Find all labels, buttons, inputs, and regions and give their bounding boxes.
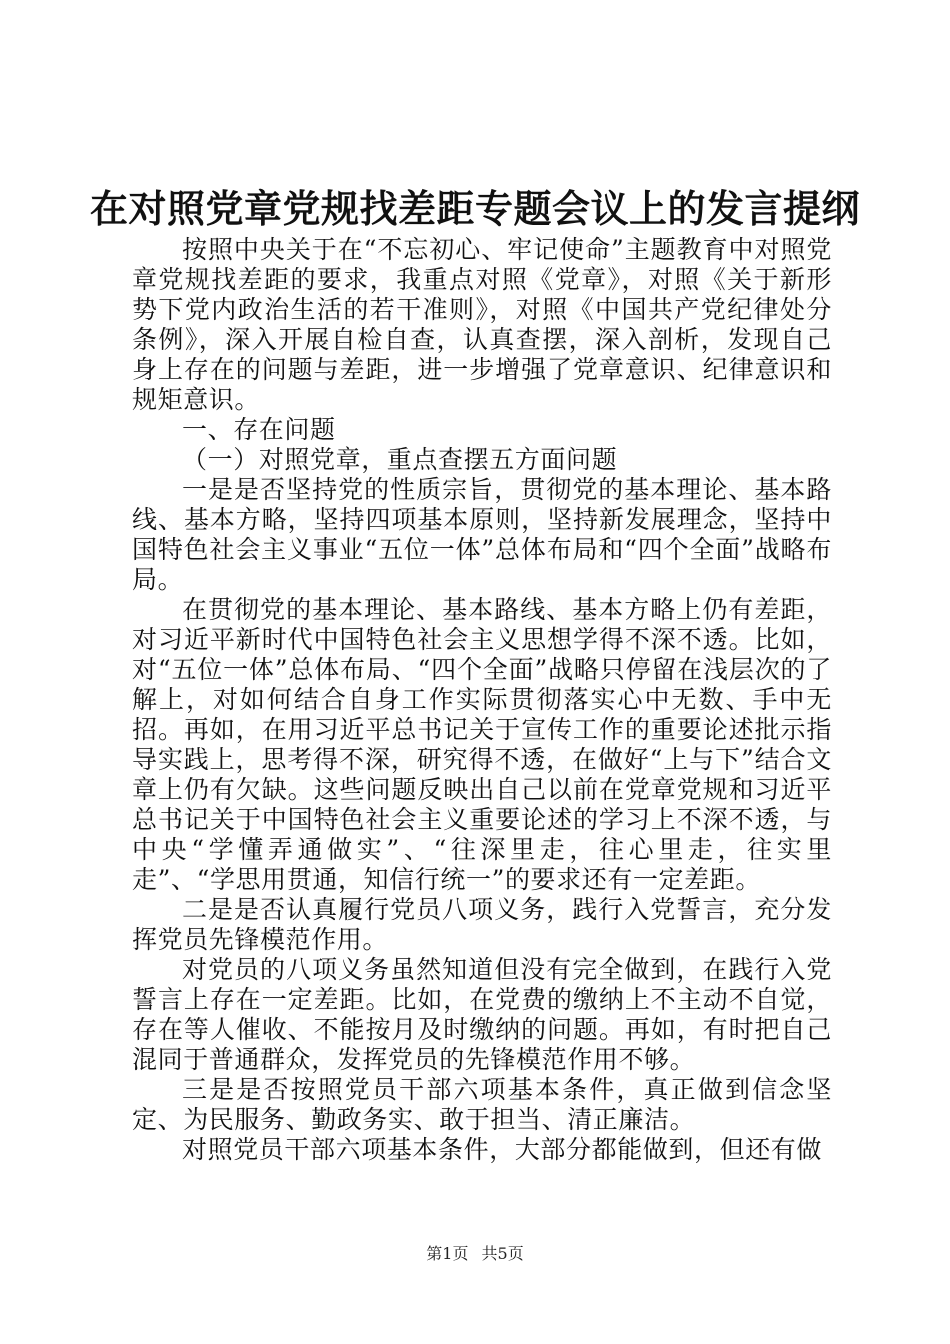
page-total: 共5页	[481, 1244, 524, 1263]
section-heading-problems: 一、存在问题	[182, 415, 336, 444]
page-footer	[0, 1243, 950, 1265]
paragraph-intro: 按照中央关于在“不忘初心、牢记使命”主题教育中对照党章党规找差距的要求，我重点对照《党章》，对照《关于新形势下党内政治生活的若干准则》，对照《中国共产党纪律处分条例》，深入开展自检自查，认真查摆，深入剖析，发现自己身上存在的问题与差距，进一步增强了党章意识、纪律意识和规矩意识。	[132, 235, 832, 414]
paragraph-item-three-detail: 对照党员干部六项基本条件，大部分都能做到，但还有做	[182, 1135, 823, 1164]
subsection-heading-party-constitution: （一）对照党章，重点查摆五方面问题	[182, 445, 618, 474]
paragraph-item-two: 二是是否认真履行党员八项义务，践行入党誓言，充分发挥党员先锋模范作用。	[132, 895, 832, 954]
page-number: 第1页	[426, 1244, 469, 1263]
document-body	[132, 235, 832, 1165]
document-title: 在对照党章党规找差距专题会议上的发言提纲	[89, 187, 860, 231]
paragraph-item-one: 一是是否坚持党的性质宗旨，贯彻党的基本理论、基本路线、基本方略，坚持四项基本原则，坚持新发展理念，坚持中国特色社会主义事业“五位一体”总体布局和“四个全面”战略布局。	[132, 475, 832, 594]
paragraph-item-three: 三是是否按照党员干部六项基本条件，真正做到信念坚定、为民服务、勤政务实、敢于担当、清正廉洁。	[132, 1075, 832, 1134]
paragraph-item-two-detail: 对党员的八项义务虽然知道但没有完全做到，在践行入党誓言上存在一定差距。比如，在党费的缴纳上不主动不自觉，存在等人催收、不能按月及时缴纳的问题。再如，有时把自己混同于普通群众，发挥党员的先锋模范作用不够。	[132, 955, 832, 1074]
paragraph-item-one-detail: 在贯彻党的基本理论、基本路线、基本方略上仍有差距，对习近平新时代中国特色社会主义思想学得不深不透。比如，对“五位一体”总体布局、“四个全面”战略只停留在浅层次的了解上，对如何结合自身工作实际贯彻落实心中无数、手中无招。再如，在用习近平总书记关于宣传工作的重要论述批示指导实践上，思考得不深，研究得不透，在做好“上与下”结合文章上仍有欠缺。这些问题反映出自己以前在党章党规和习近平总书记关于中国特色社会主义重要论述的学习上不深不透，与中央“学懂弄通做实”、“往深里走，往心里走，往实里走”、“学思用贯通，知信行统一”的要求还有一定差距。	[132, 595, 832, 894]
